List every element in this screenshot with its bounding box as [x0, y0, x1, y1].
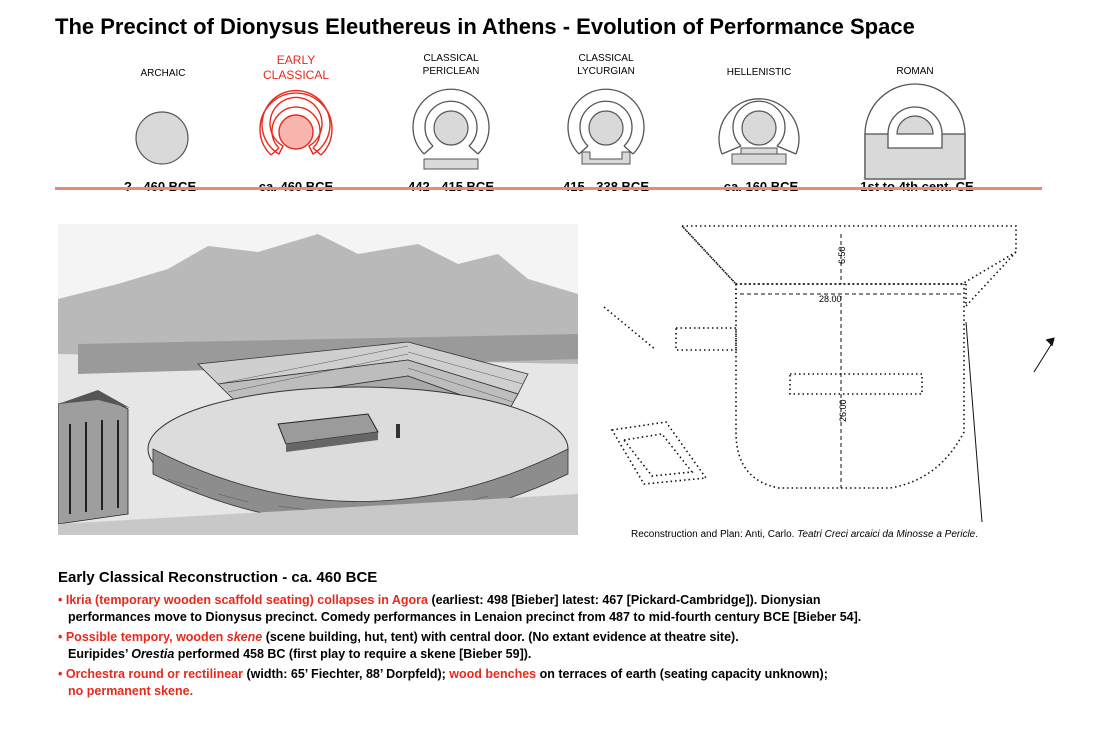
period-label-line2: PERICLEAN — [422, 66, 480, 77]
hellenistic-theatre-icon — [694, 82, 824, 182]
period-classical-lycurgian — [541, 52, 671, 190]
period-early-classical — [231, 52, 361, 190]
section-heading: Early Classical Reconstruction - ca. 460 BCE — [58, 569, 378, 586]
page-title: The Precinct of Dionysus Eleuthereus in Athens - Evolution of Performance Space — [55, 14, 915, 39]
bullet-ikria-continued: performances move to Dionysus precinct. Comedy performances in Lenaion precinct from 487 to mid-fourth century BCE [Bieber 54]. — [68, 610, 862, 624]
archaic-orchestra-icon — [98, 90, 228, 180]
plan-dim-length: 26.00 — [838, 399, 848, 422]
bullet-ikria: • Ikria (temporary wooden scaffold seating) collapses in Agora (earliest: 498 [Bieber] latest: 467 [Pickard-Cambridge]). Dionysian — [58, 593, 821, 607]
period-label-line1: CLASSICAL — [423, 53, 479, 64]
image-credit: Reconstruction and Plan: Anti, Carlo. Teatri Creci arcaici da Minosse a Pericle. — [631, 529, 979, 540]
bullet-skene-continued: Euripides’ Orestia performed 458 BC (first play to require a skene [Bieber 59]). — [68, 647, 532, 661]
site-plan — [594, 222, 1064, 524]
period-archaic — [98, 60, 228, 190]
bullet-skene: • Possible tempory, wooden skene (scene building, hut, tent) with central door. (No extant evidence at theatre site). — [58, 630, 739, 644]
reconstruction-drawing — [58, 224, 578, 535]
period-hellenistic — [694, 60, 824, 190]
period-label: ARCHAIC — [140, 68, 186, 79]
periclean-theatre-icon — [386, 82, 516, 182]
plan-dim-width: 28.00 — [819, 294, 842, 304]
period-label: HELLENISTIC — [726, 67, 792, 78]
period-label-line2: CLASSICAL — [262, 68, 330, 82]
period-label-line1: CLASSICAL — [578, 53, 634, 64]
period-classical-periclean — [386, 52, 516, 190]
bullet-orchestra-continued: no permanent skene. — [68, 684, 194, 698]
roman-theatre-icon — [850, 80, 980, 180]
timeline-bar — [55, 187, 1042, 190]
period-label: ROMAN — [896, 66, 934, 77]
period-roman — [850, 60, 980, 190]
period-label-line1: EARLY — [276, 53, 316, 67]
early-classical-theatre-icon — [231, 88, 361, 188]
period-label-line2: LYCURGIAN — [577, 66, 635, 77]
lycurgian-theatre-icon — [541, 82, 671, 182]
bullet-orchestra: • Orchestra round or rectilinear (width: 65’ Fiechter, 88’ Dorpfeld); wood benches on terraces of earth (seating capacity unknown); — [58, 667, 828, 681]
plan-dim-depth: 6.50 — [837, 246, 847, 264]
